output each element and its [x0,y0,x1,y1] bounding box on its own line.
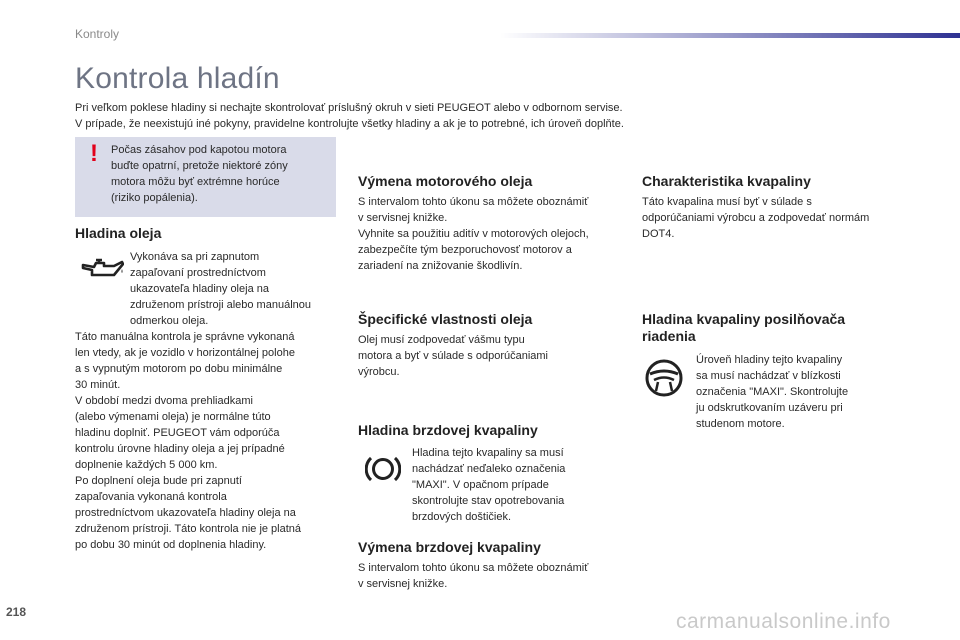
oil-level-lead: Vykonáva sa pri zapnutom zapaľovaní prostredníctvom ukazovateľa hladiny oleja na združenom prístroji alebo manuálnou odmerkou oleja. [130,251,311,327]
section-header: Kontroly [75,27,120,41]
oil-change-body: S intervalom tohto úkonu sa môžete oboznámiť v servisnej knižke. Vyhnite sa použitiu aditív v motorových olejoch, zabezpečíte tým bezporuchovosť motorov a zariadení na znižovanie škodlivín. [358,196,589,272]
fluid-spec-heading: Charakteristika kvapaliny [642,173,811,189]
page-title: Kontrola hladín [75,62,280,95]
brake-warning-icon [365,453,401,490]
oil-can-icon [80,256,124,287]
brake-change-heading: Výmena brzdovej kvapaliny [358,539,541,555]
brake-change-body: S intervalom tohto úkonu sa môžete oboznámiť v servisnej knižke. [358,562,589,590]
header-gradient-bar [500,33,960,38]
oil-change-heading: Výmena motorového oleja [358,173,533,189]
page-number: 218 [6,605,27,619]
brake-level-heading: Hladina brzdovej kvapaliny [358,422,538,438]
oil-spec-heading: Špecifické vlastnosti oleja [358,311,533,327]
oil-level-body: Táto manuálna kontrola je správne vykonaná len vtedy, ak je vozidlo v horizontálnej polohe a s vypnutým motorom po dobu minimálne 30 minút. V období medzi dvoma prehliadkami (alebo výmenami oleja) je normálne túto hladinu doplniť. PEUGEOT vám odporúča kontrolu úrovne hladiny oleja a jej prípadné doplnenie každých 5 000 km. Po doplnení oleja bude pri zapnutí zapaľovania vykonaná kontrola prostredníctvom ukazovateľa hladiny oleja na združenom prístroji. Táto kontrola nie je platná po dobu 30 minút od doplnenia hladiny. [75,331,302,551]
steering-body: Úroveň hladiny tejto kvapaliny sa musí nachádzať v blízkosti označenia "MAXI". Skontrolujte ju odskrutkovaním uzáveru pri studenom motore. [696,354,849,430]
intro-text: Pri veľkom poklese hladiny si nechajte skontrolovať príslušný okruh v sieti PEUGEOT alebo v odbornom servise. V prípade, že neexistujú iné pokyny, pravidelne kontrolujte všetky hladiny a ak je to potrebné, ich úroveň doplňte. [75,102,624,130]
oil-spec-body: Olej musí zodpovedať vášmu typu motora a byť v súlade s odporúčaniami výrobcu. [358,334,549,378]
steering-wheel-icon [642,358,686,403]
fluid-spec-body: Táto kvapalina musí byť v súlade s odporúčaniami výrobcu a zodpovedať normám DOT4. [642,196,870,240]
oil-level-heading: Hladina oleja [75,225,162,241]
warning-mark: ! [90,140,98,167]
watermark: carmanualsonline.info [676,610,891,633]
brake-level-body: Hladina tejto kvapaliny sa musí nachádzať neďaleko označenia "MAXI". V opačnom prípade skontrolujte stav opotrebovania brzdových doštičiek. [412,447,566,523]
steering-heading: Hladina kvapaliny posilňovača riadenia [642,311,846,344]
warning-text: Počas zásahov pod kapotou motora buďte opatrní, pretože niektoré zóny motora môžu byť extrémne horúce (riziko popálenia). [111,144,288,204]
